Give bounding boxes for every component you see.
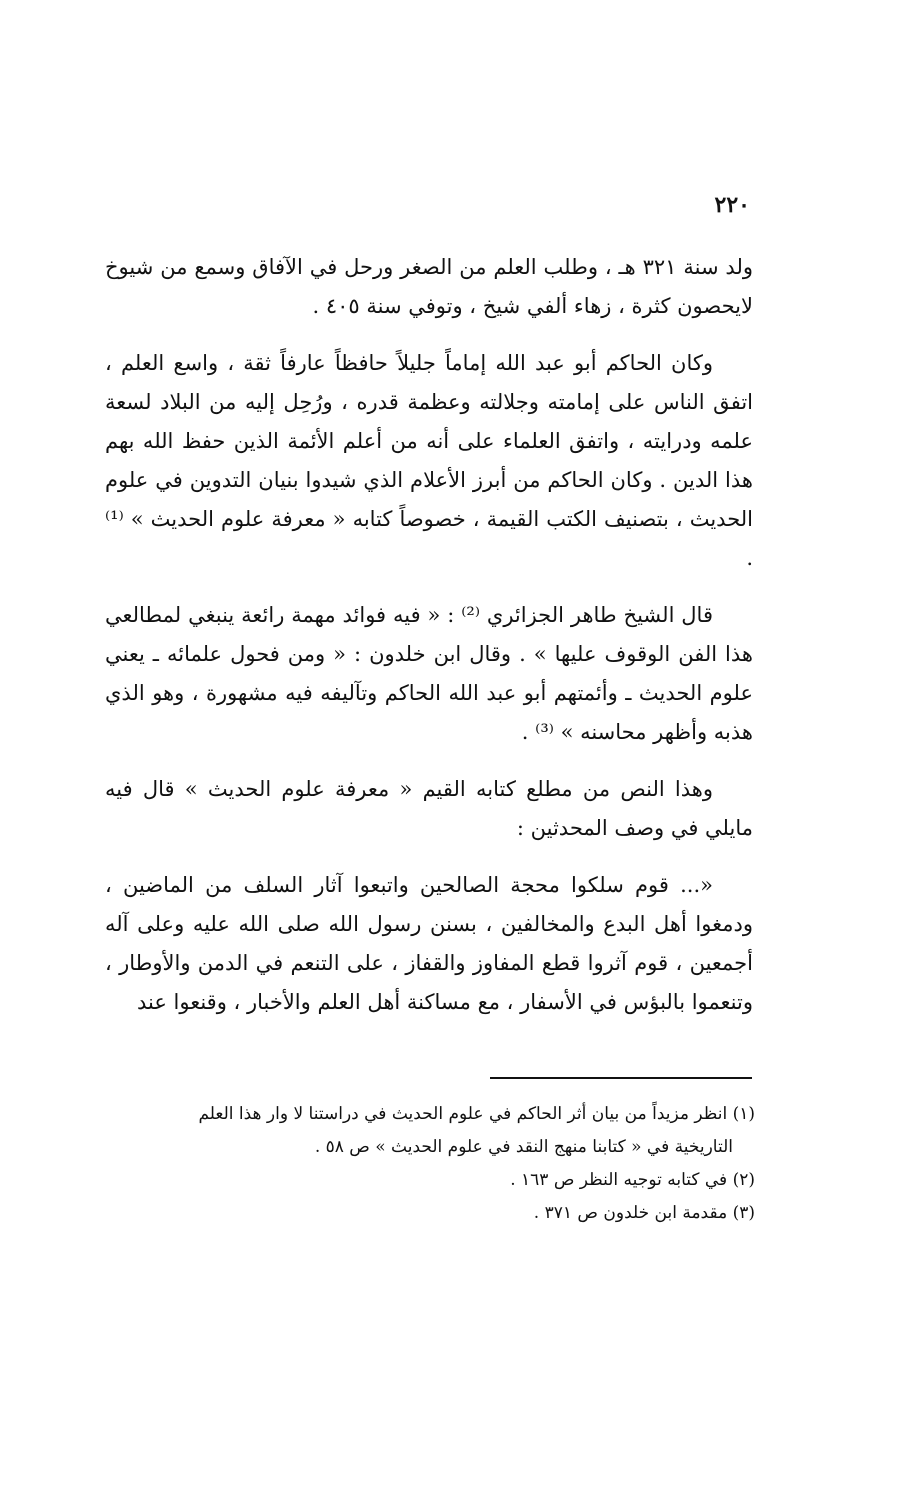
footnote-1-continued: التاريخية في « كتابنا منهج النقد في علوم الحديث » ص ٥٨ . xyxy=(314,1137,733,1157)
paragraph-intro-quote: وهذا النص من مطلع كتابه القيم « معرفة علوم الحديث » قال فيه مايلي في وصف المحدثين : xyxy=(105,777,753,840)
page-number: ٢٢٠ xyxy=(714,192,750,218)
quoted-text: «... قوم سلكوا محجة الصالحين واتبعوا آثار السلف من الماضين ، ودمغوا أهل البدع والمخالفين ، بسنن رسول الله صلى الله عليه وعلى آله أجمعين ، قوم آثروا قطع المفاوز والقفاز ، على التنعم في الدمن والأوطار ، وتنعموا بالبؤس في الأسفار ، مع مساكنة أهل العلم والأخبار ، وقنعوا عند xyxy=(105,873,753,1014)
paragraph-birth: ولد سنة ٣٢١ هـ ، وطلب العلم من الصغر ورحل في الآفاق وسمع من شيوخ لايحصون كثرة ، زهاء ألفي شيخ ، وتوفي سنة ٤٠٥ . xyxy=(105,255,753,318)
footnote-3: (٣) مقدمة ابن خلدون ص ٣٧١ . xyxy=(533,1203,755,1223)
paragraph-praise: قال الشيخ طاهر الجزائري ⁽²⁾ : « فيه فوائد مهمة رائعة ينبغي لمطالعي هذا الفن الوقوف عليها » . وقال ابن خلدون : « ومن فحول علمائه ـ يعني علوم الحديث ـ وأئمتهم أبو عبد الله الحاكم وتآليفه فيه مشهورة ، وهو الذي هذبه وأظهر محاسنه » ⁽³⁾ . xyxy=(105,603,753,744)
footnote-2: (٢) في كتابه توجيه النظر ص ١٦٣ . xyxy=(510,1170,755,1190)
footnote-divider xyxy=(490,1077,752,1079)
main-text xyxy=(105,248,753,1040)
footnotes xyxy=(105,1098,755,1230)
footnote-1: (١) انظر مزيداً من بيان أثر الحاكم في علوم الحديث في دراستنا لا وار هذا العلم xyxy=(198,1104,755,1124)
paragraph-hakim: وكان الحاكم أبو عبد الله إماماً جليلاً حافظاً عارفاً ثقة ، واسع العلم ، اتفق الناس على إمامته وجلالته وعظمة قدره ، ورُحِل إليه من البلاد لسعة علمه ودرايته ، واتفق العلماء على أنه من أعلم الأئمة الذين حفظ الله بهم هذا الدين . وكان الحاكم من أبرز الأعلام الذي شيدوا بنيان التدوين في علوم الحديث ، بتصنيف الكتب القيمة ، خصوصاً كتابه « معرفة علوم الحديث » ⁽¹⁾ . xyxy=(105,351,753,570)
